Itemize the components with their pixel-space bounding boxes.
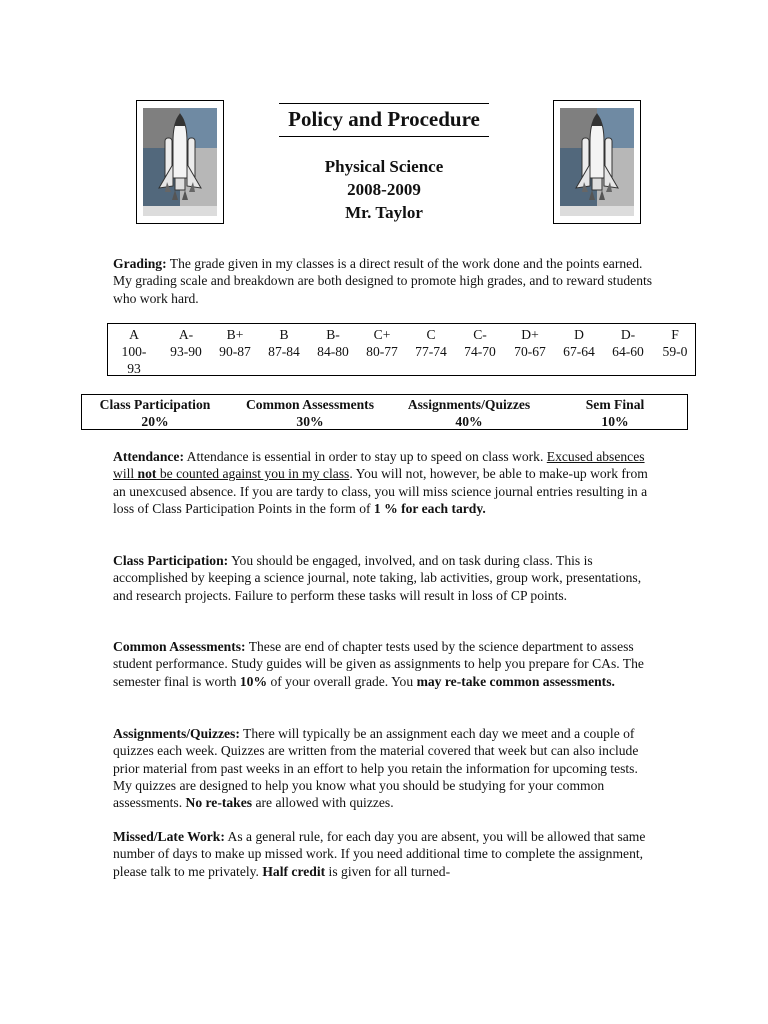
teacher-name: Mr. Taylor (345, 203, 423, 222)
grade-cell: D- 64-60 (612, 327, 644, 359)
assessments-label: Common Assessments: (113, 639, 246, 654)
space-shuttle-icon (560, 108, 634, 216)
tardy-penalty: 1 % for each tardy. (373, 500, 486, 516)
grading-text: The grade given in my classes is a direct result of the work done and the points earned. My grading scale and breakdown are both designed to promote high grades, and to reward students who work hard. (113, 256, 653, 306)
participation-label: Class Participation: (113, 553, 229, 568)
grade-cell: A- 93-90 (170, 327, 202, 359)
grade-weights-table (81, 394, 688, 430)
weight-cell: Assignments/Quizzes 40% (407, 397, 531, 429)
late-work-text-2: is given for all turned- (325, 863, 451, 879)
participation-text: You should be engaged, involved, and on task during class. This is accomplished by keeping a science journal, note taking, lab activities, group work, presentations, and research projects. Failure to perform these tasks will result in loss of CP points. (113, 553, 642, 603)
space-shuttle-icon (143, 108, 217, 216)
logo-left (136, 100, 224, 224)
grade-cell: B+ 90-87 (219, 327, 251, 359)
grade-cell: C+ 80-77 (366, 327, 398, 359)
grade-cell: D 67-64 (563, 327, 595, 359)
grade-cell: D+ 70-67 (514, 327, 546, 359)
assessments-text: These are end of chapter tests used by the science department to assess student performance. Study guides will be given as assignments to help you prepare for CAs. The semester final is worth (113, 639, 644, 689)
course-name: Physical Science (324, 157, 444, 176)
attendance-paragraph (113, 448, 658, 517)
excused-absence-note: Excused absences will not be counted against you in my class (113, 449, 645, 482)
late-work-paragraph (113, 828, 658, 880)
attendance-text-2: . You will not, however, be able to make-up work from an unexcused absence. If you are tardy to class, you will miss science journal entries resulting in a loss of Class Participation Points in the form of (113, 466, 648, 516)
late-work-label: Missed/Late Work: (113, 829, 225, 844)
grade-cell: B- 84-80 (317, 327, 349, 359)
half-credit-note: Half credit (262, 863, 326, 879)
late-work-text: As a general rule, for each day you are absent, you will be allowed that same number of days to make up missed work. If you need additional time to complete the assignment, please talk to me privately. (113, 829, 646, 879)
attendance-label: Attendance: (113, 449, 184, 464)
grading-paragraph (113, 255, 658, 307)
logo-right (553, 100, 641, 224)
assignments-paragraph (113, 725, 658, 811)
weight-cell: Sem Final 10% (585, 397, 645, 429)
title-block (254, 103, 514, 224)
assignments-text: There will typically be an assignment each day we meet and a couple of quizzes each week. Quizzes are written from the material covered that week but can also include prior material from past weeks in an effort to help you retain the information for upcoming tests. My quizzes are designed to help you know what you should be studying for your common assessments. (113, 726, 639, 811)
assignments-text-2: are allowed with quizzes. (252, 795, 394, 811)
grade-scale-table (107, 323, 696, 376)
assessments-text-2: of your overall grade. You (267, 673, 417, 689)
page-title: Policy and Procedure (279, 103, 489, 137)
grade-cell: C 77-74 (415, 327, 447, 359)
participation-paragraph (113, 552, 658, 604)
weight-cell: Common Assessments 30% (245, 397, 374, 429)
assessments-paragraph (113, 638, 658, 690)
school-year: 2008-2009 (347, 180, 421, 199)
grade-cell: C- 74-70 (464, 327, 496, 359)
attendance-text: Attendance is essential in order to stay up to speed on class work. (183, 449, 547, 464)
final-weight: 10% (239, 673, 268, 689)
grade-cell: B 87-84 (268, 327, 300, 359)
grade-cell: A 100-93 (121, 327, 147, 376)
grade-cell: F 59-0 (662, 327, 688, 359)
no-retakes-note: No re-takes (185, 795, 253, 811)
assignments-label: Assignments/Quizzes: (113, 726, 240, 741)
grading-label: Grading: (113, 256, 167, 271)
weight-cell: Class Participation 20% (99, 397, 211, 429)
retake-note: may re-take common assessments. (416, 673, 615, 689)
